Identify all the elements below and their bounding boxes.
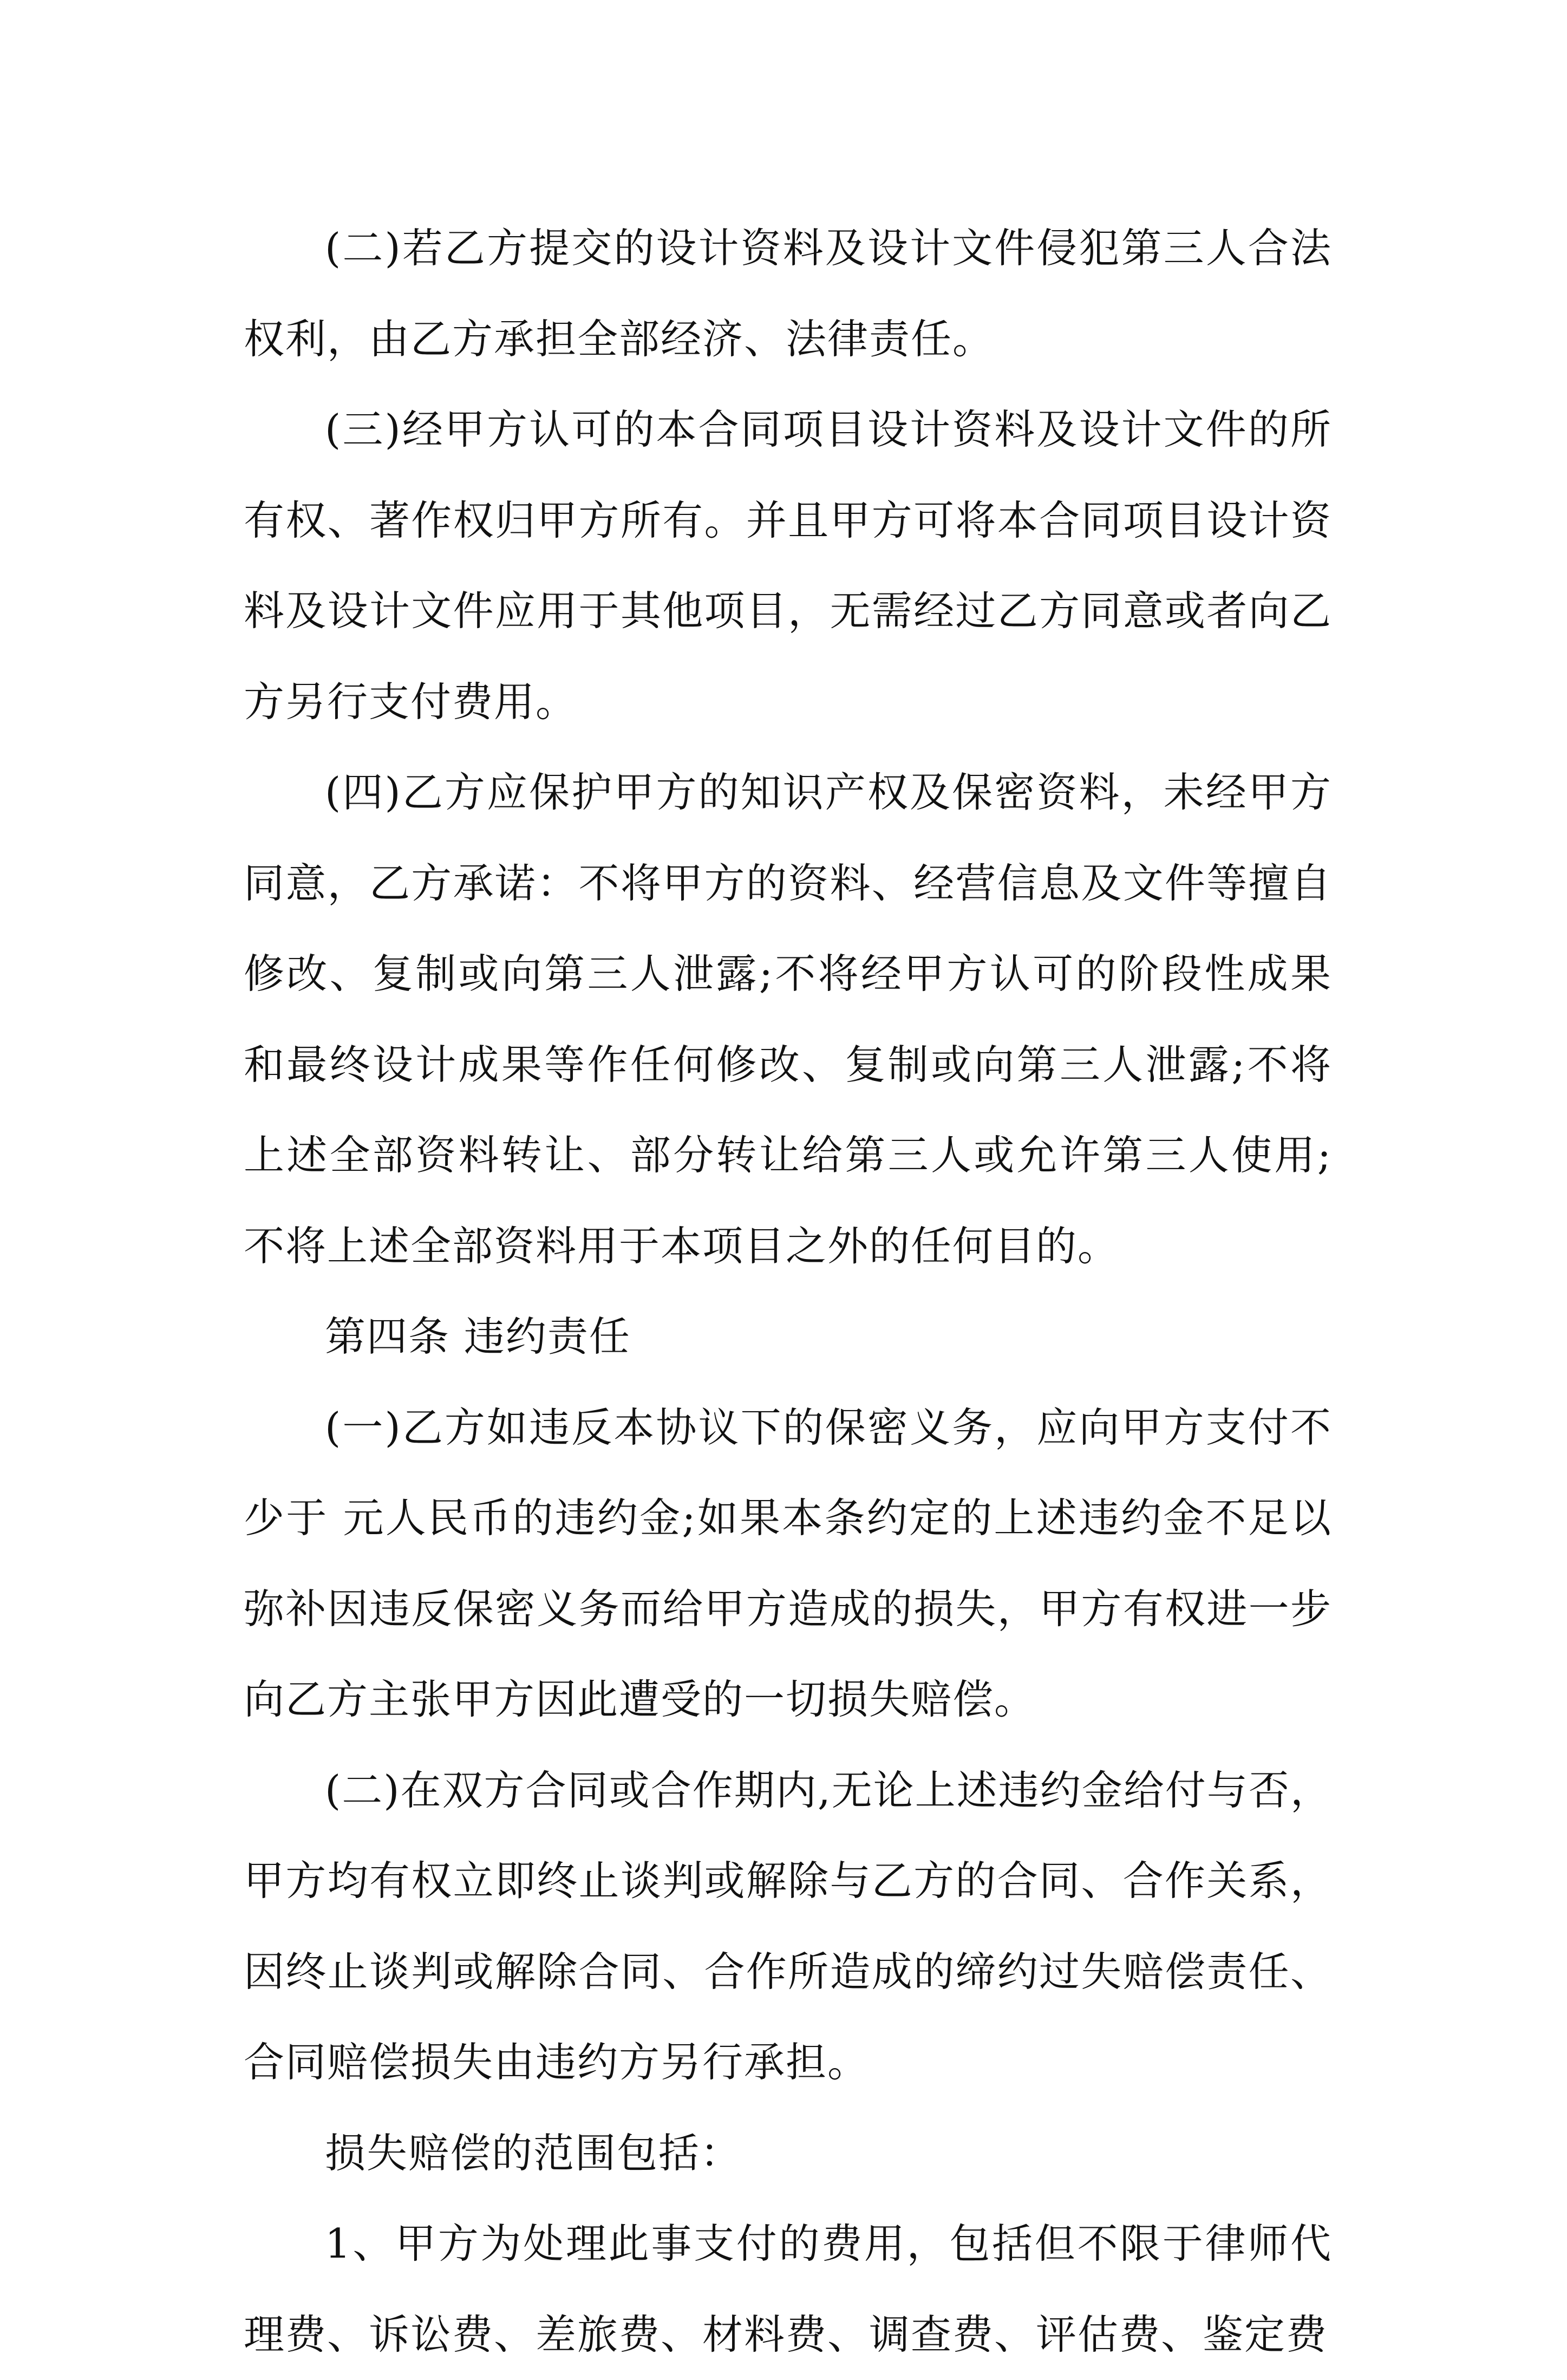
paragraph-damages-item-1: 1、甲方为处理此事支付的费用，包括但不限于律师代理费、诉讼费、差旅费、材料费、调查费、评估费、鉴定费 — [244, 2220, 1332, 2358]
section-heading-article-4: 第四条 违约责任 — [325, 1313, 631, 1360]
paragraph-clause-3: (三)经甲方认可的本合同项目设计资料及设计文件的所有权、著作权归甲方所有。并且甲方可将本合同项目设计资料及设计文件应用于其他项目，无需经过乙方同意或者向乙方另行支付费用。 — [244, 406, 1332, 726]
document-body — [244, 203, 1332, 2380]
paragraph-clause-4: (四)乙方应保护甲方的知识产权及保密资料，未经甲方同意，乙方承诺：不将甲方的资料、经营信息及文件等擅自修改、复制或向第三人泄露;不将经甲方认可的阶段性成果和最终设计成果等作任何修改、复制或向第三人泄露;不将上述全部资料转让、部分转让给第三人或允许第三人使用;不将上述全部资料用于本项目之外的任何目的。 — [244, 768, 1332, 1270]
paragraph-liability-2: (二)在双方合同或合作期内,无论上述违约金给付与否，甲方均有权立即终止谈判或解除与乙方的合同、合作关系，因终止谈判或解除合同、合作所造成的缔约过失赔偿责任、合同赔偿损失由违约方另行承担。 — [244, 1766, 1332, 2086]
paragraph-clause-2: (二)若乙方提交的设计资料及设计文件侵犯第三人合法权利，由乙方承担全部经济、法律责任。 — [244, 224, 1332, 363]
paragraph-liability-1: (一)乙方如违反本协议下的保密义务，应向甲方支付不少于 元人民币的违约金;如果本条约定的上述违约金不足以弥补因违反保密义务而给甲方造成的损失，甲方有权进一步向乙方主张甲方因此遭受的一切损失赔偿。 — [244, 1403, 1332, 1723]
paragraph-damages-scope: 损失赔偿的范围包括： — [325, 2129, 742, 2177]
